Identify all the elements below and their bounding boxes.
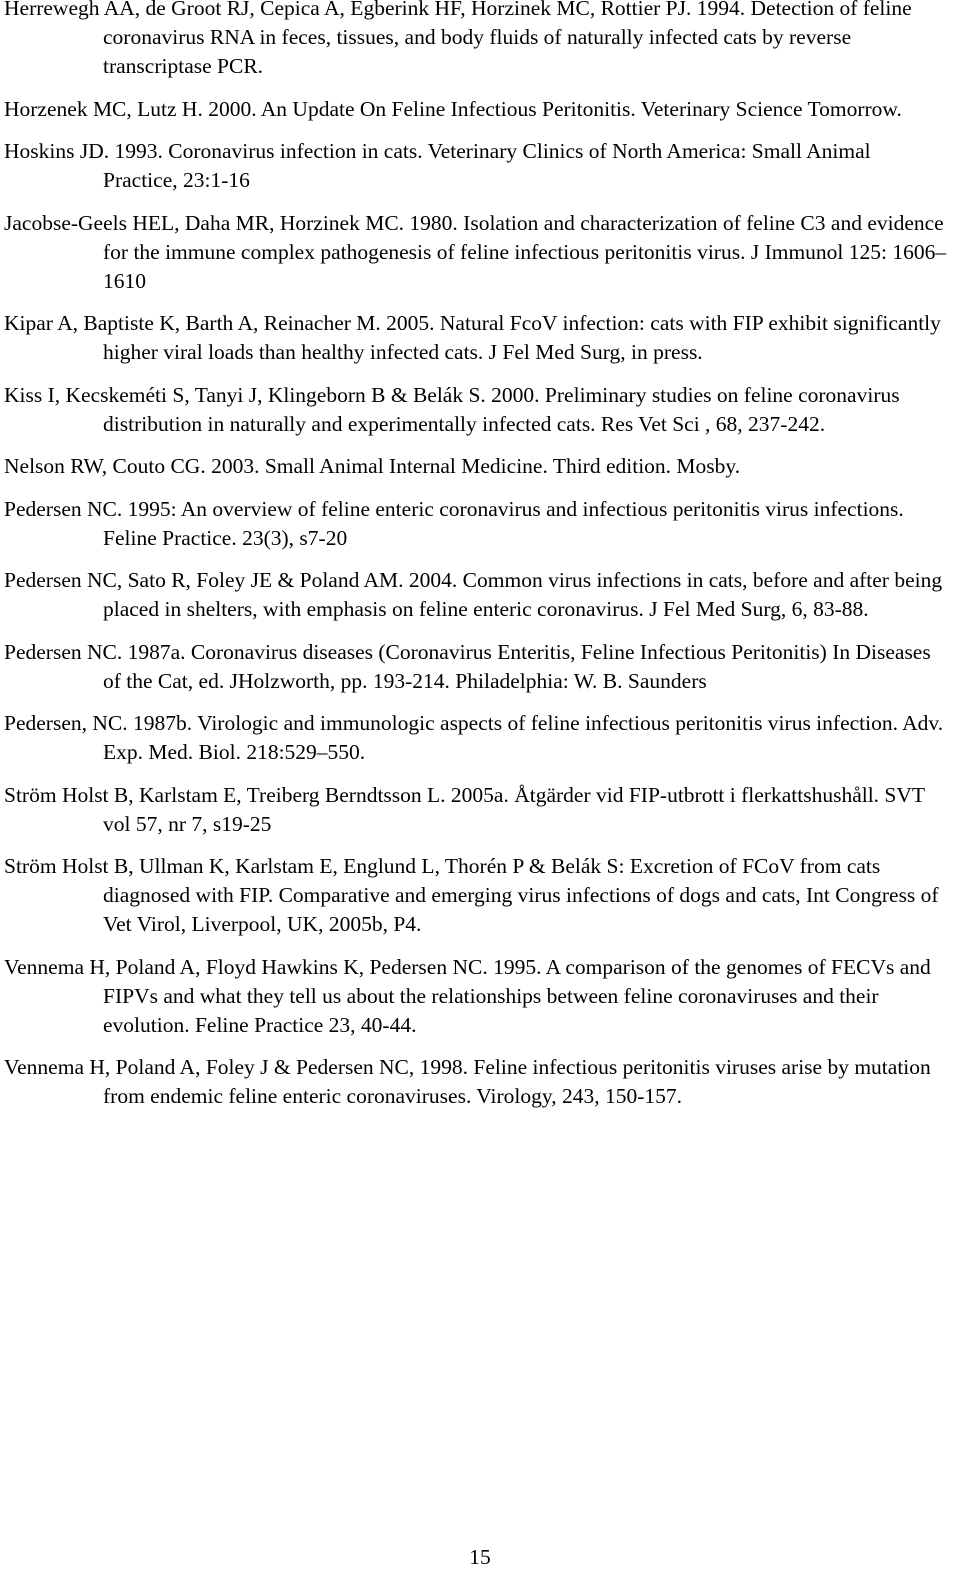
reference-pedersen-1987b: Pedersen, NC. 1987b. Virologic and immunologic aspects of feline infectious peritonitis virus infection. Adv. Exp. Med. Biol. 218:529–550. — [4, 711, 944, 764]
reference-vennema-1998: Vennema H, Poland A, Foley J & Pedersen NC, 1998. Feline infectious peritonitis viruses arise by mutation from endemic feline enteric coronaviruses. Virology, 243, 150-157. — [4, 1055, 931, 1108]
reference-pedersen-1995: Pedersen NC. 1995: An overview of feline enteric coronavirus and infectious peritonitis virus infections. Feline Practice. 23(3), s7-20 — [4, 496, 904, 550]
reference-kipar-2005: Kipar A, Baptiste K, Barth A, Reinacher M. 2005. Natural FcoV infection: cats with FIP exhibit significantly higher viral loads than healthy infected cats. J Fel Med Surg, in press. — [4, 311, 941, 364]
reference-list — [4, 0, 950, 1125]
reference-horzenek-2000: Horzenek MC, Lutz H. 2000. An Update On Feline Infectious Peritonitis. Veterinary Science Tomorrow. — [4, 96, 902, 121]
reference-kiss-2000: Kiss I, Kecskeméti S, Tanyi J, Klingeborn B & Belák S. 2000. Preliminary studies on feline coronavirus distribution in naturally and experimentally infected cats. Res Vet Sci , 68, 237-242. — [4, 382, 900, 436]
reference-nelson-2003: Nelson RW, Couto CG. 2003. Small Animal Internal Medicine. Third edition. Mosby. — [4, 454, 741, 478]
reference-strom-holst-2005b: Ström Holst B, Ullman K, Karlstam E, Englund L, Thorén P & Belák S: Excretion of FCoV from cats diagnosed with FIP. Comparative and emerging virus infections of dogs and cats, Int Congress of Vet Virol, Liverpool, UK, 2005b, P4. — [4, 854, 939, 936]
reference-pedersen-2004: Pedersen NC, Sato R, Foley JE & Poland AM. 2004. Common virus infections in cats, before and after being placed in shelters, with emphasis on feline enteric coronavirus. J Fel Med Surg, 6, 83-88. — [4, 568, 943, 621]
reference-strom-holst-2005a: Ström Holst B, Karlstam E, Treiberg Berndtsson L. 2005a. Åtgärder vid FIP-utbrott i flerkattshushåll. SVT vol 57, nr 7, s19-25 — [4, 782, 925, 836]
reference-herrewegh-1994: Herrewegh AA, de Groot RJ, Cepica A, Egberink HF, Horzinek MC, Rottier PJ. 1994. Detection of feline coronavirus RNA in feces, tissues, and body fluids of naturally infected cats by reverse transcriptase PCR. — [4, 0, 912, 78]
page-number: 15 — [469, 1545, 491, 1569]
reference-hoskins-1993: Hoskins JD. 1993. Coronavirus infection in cats. Veterinary Clinics of North America: Small Animal Practice, 23:1-16 — [4, 139, 871, 192]
reference-pedersen-1987a: Pedersen NC. 1987a. Coronavirus diseases (Coronavirus Enteritis, Feline Infectious Peritonitis) In Diseases of the Cat, ed. JHolzworth, pp. 193-214. Philadelphia: W. B. Saunders — [4, 639, 931, 693]
reference-jacobse-geels-1980: Jacobse-Geels HEL, Daha MR, Horzinek MC. 1980. Isolation and characterization of feline C3 and evidence for the immune complex pathogenesis of feline infectious peritonitis virus. J Immunol 125: 1606–1610 — [4, 210, 947, 293]
reference-vennema-1995: Vennema H, Poland A, Floyd Hawkins K, Pedersen NC. 1995. A comparison of the genomes of FECVs and FIPVs and what they tell us about the relationships between feline coronaviruses and their evolution. Feline Practice 23, 40-44. — [4, 954, 931, 1037]
